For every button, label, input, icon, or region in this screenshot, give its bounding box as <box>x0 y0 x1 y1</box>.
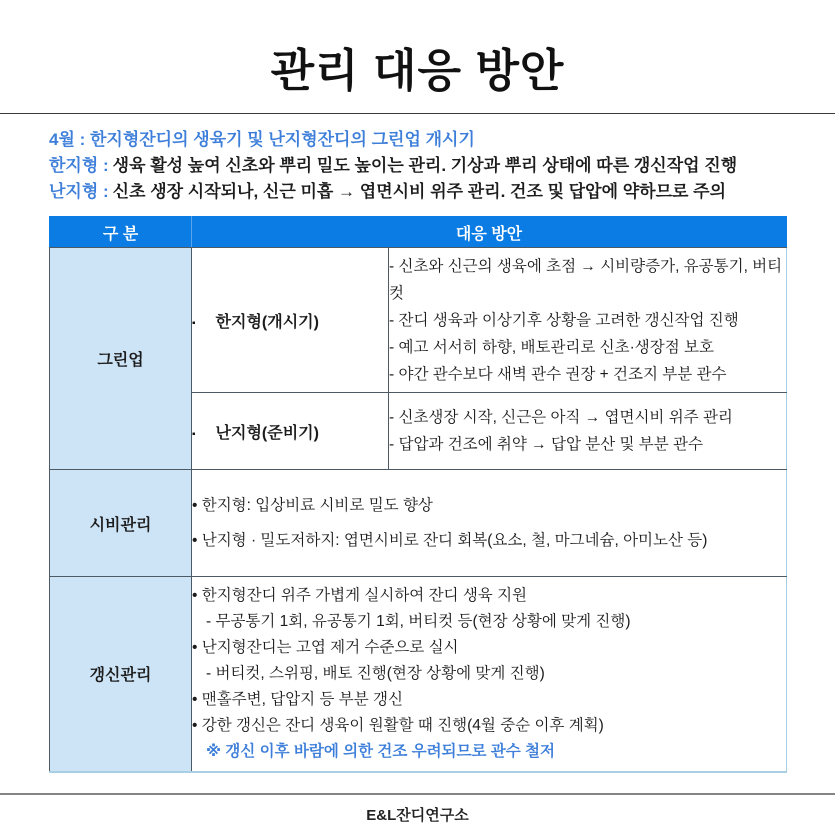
footer-divider <box>0 793 835 795</box>
intro-text-nanji: 신초 생장 시작되나, 신근 미흡 → 엽면시비 위주 관리. 건조 및 답압에 약하므로 주의 <box>112 182 727 201</box>
greenup-nanji-details <box>389 393 787 470</box>
table-row <box>50 577 787 772</box>
detail-line: - 버티컷, 스위핑, 배토 진행(현장 상황에 맞게 진행) <box>206 664 545 682</box>
header-response: 대응 방안 <box>192 217 787 248</box>
detail-line: • 강한 갱신은 잔디 생육이 원활할 때 진행(4월 중순 이후 계획) <box>192 716 604 734</box>
table-header-row <box>50 217 787 248</box>
detail-line: - 야간 관수보다 새벽 관수 권장 + 건조지 부분 관수 <box>389 365 727 383</box>
square-bullet-icon: ▪ <box>192 428 196 440</box>
detail-line: • 난지형 · 밀도저하지: 엽면시비로 잔디 회복(요소, 철, 마그네슘, 아미노산 등) <box>192 532 708 549</box>
detail-line: - 잔디 생육과 이상기후 상황을 고려한 갱신작업 진행 <box>389 311 739 329</box>
table-row <box>50 470 787 577</box>
fertilizer-details <box>192 470 787 577</box>
footer-credit: E&L잔디연구소 <box>366 806 469 824</box>
intro-line-hanji <box>49 153 835 179</box>
category-greenup: 그린업 <box>50 248 192 470</box>
square-bullet-icon: ▪ <box>192 317 196 329</box>
renewal-note: ※ 갱신 이후 바람에 의한 건조 우려되므로 관수 철저 <box>206 742 555 760</box>
intro-text-hanji: 생육 활성 높여 신초와 뿌리 밀도 높이는 관리. 기상과 뿌리 상태에 따른 갱신작업 진행 <box>112 156 738 175</box>
table-row <box>50 248 787 393</box>
renewal-details <box>192 577 787 772</box>
greenup-type-hanji-label: 한지형(개시기) <box>215 313 319 331</box>
category-renewal: 갱신관리 <box>50 577 192 772</box>
detail-line: - 신초생장 시작, 신근은 아직 → 엽면시비 위주 관리 <box>389 409 733 426</box>
intro-heading: 4월 : 한지형잔디의 생육기 및 난지형잔디의 그린업 개시기 <box>49 130 475 149</box>
detail-line: • 맨홀주변, 답압지 등 부분 갱신 <box>192 690 403 708</box>
greenup-hanji-details <box>389 248 787 393</box>
detail-line: - 신초와 신근의 생육에 초점 → 시비량증가, 유공통기, 버티컷 <box>389 257 783 302</box>
detail-line: - 예고 서서히 하향, 배토관리로 신초·생장점 보호 <box>389 338 714 356</box>
intro-line-nanji <box>49 179 835 205</box>
intro-label-hanji: 한지형 : <box>49 156 109 175</box>
title-divider <box>0 113 835 114</box>
page-title: 관리 대응 방안 <box>270 45 565 96</box>
detail-line: - 무공통기 1회, 유공통기 1회, 버티컷 등(현장 상황에 맞게 진행) <box>206 612 631 630</box>
intro-section <box>49 127 835 205</box>
greenup-type-nanji-label: 난지형(준비기) <box>215 424 319 442</box>
detail-line: • 난지형잔디는 고엽 제거 수준으로 실시 <box>192 638 459 656</box>
header-category: 구 분 <box>50 217 192 248</box>
management-table <box>49 216 787 773</box>
category-fertilizer: 시비관리 <box>50 470 192 577</box>
greenup-type-nanji <box>192 393 389 470</box>
detail-line: • 한지형: 입상비료 시비로 밀도 향상 <box>192 497 433 514</box>
detail-line: - 답압과 건조에 취약 → 답압 분산 및 부분 관수 <box>389 436 703 453</box>
greenup-type-hanji <box>192 248 389 393</box>
detail-line: • 한지형잔디 위주 가볍게 실시하여 잔디 생육 지원 <box>192 586 528 604</box>
intro-label-nanji: 난지형 : <box>49 182 109 201</box>
